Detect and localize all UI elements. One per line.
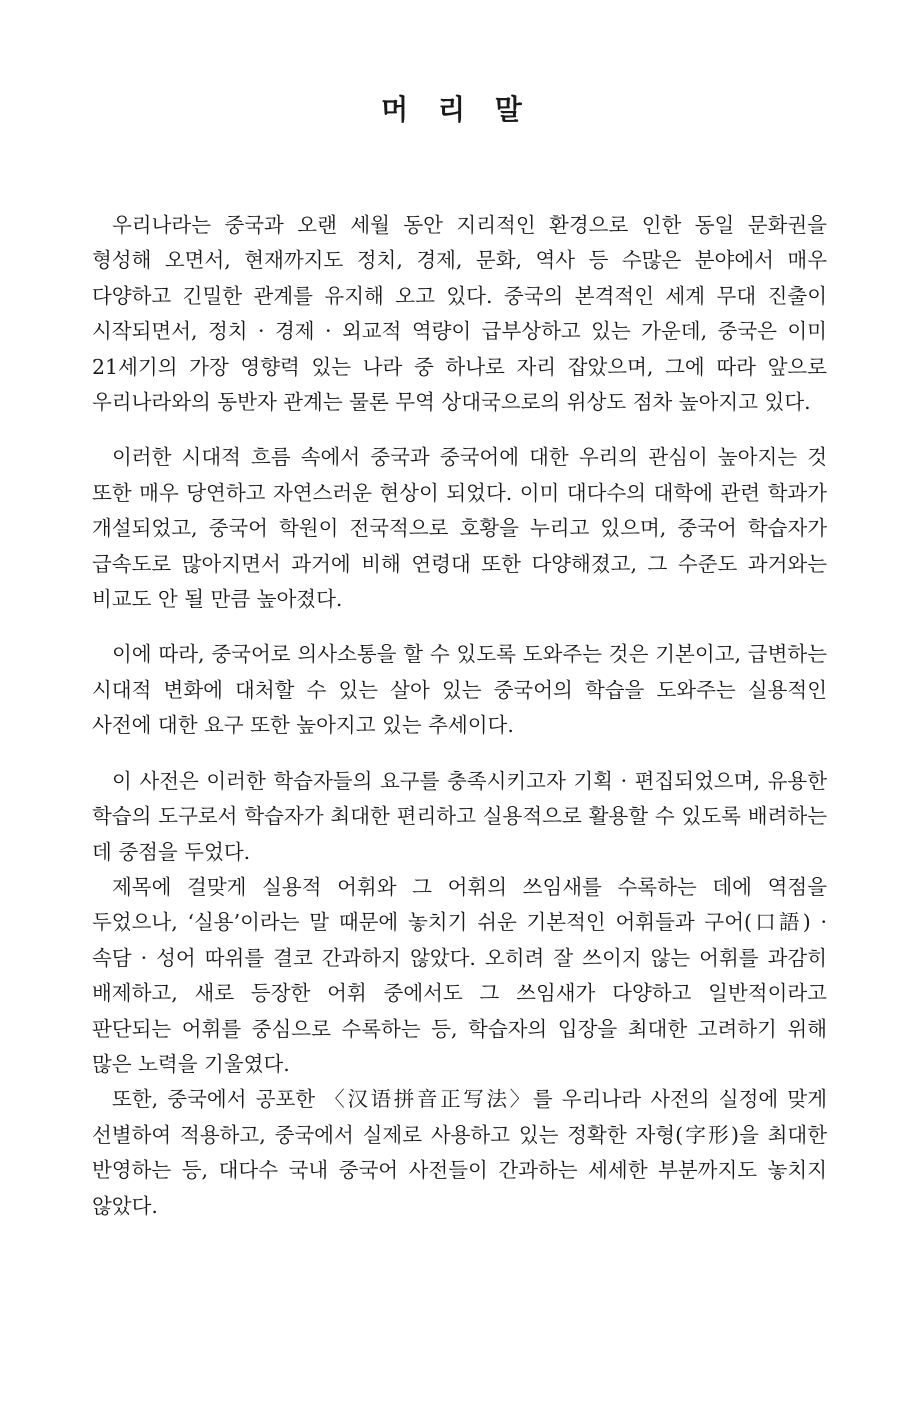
paragraph: 제목에 걸맞게 실용적 어휘와 그 어휘의 쓰임새를 수록하는 데에 역점을 두었으나, ‘실용’이라는 말 때문에 놓치기 쉬운 기본적인 어휘들과 구어(口語) · 속담 · 성어 따위를 결코 간과하지 않았다. 오히려 잘 쓰이지 않는 어휘를 과감히 배제하고, 새로 등장한 어휘 중에서도 그 쓰임새가 다양하고 일반적이라고 판단되는 어휘를 중심으로 수록하는 등, 학습자의 입장을 최대한 고려하기 위해 많은 노력을 기울였다. <box>92 874 827 1076</box>
paragraph: 우리나라는 중국과 오랜 세월 동안 지리적인 환경으로 인한 동일 문화권을 형성해 오면서, 현재까지도 정치, 경제, 문화, 역사 등 수많은 분야에서 매우 다양하고 긴밀한 관계를 유지해 오고 있다. 중국의 본격적인 세계 무대 진출이 시작되면서, 정치 · 경제 · 외교적 역량이 급부상하고 있는 가운데, 중국은 이미 21세기의 가장 영향력 있는 나라 중 하나로 자리 잡았으며, 그에 따라 앞으로 우리나라와의 동반자 관계는 물론 무역 상대국으로의 위상도 점차 높아지고 있다. <box>92 213 827 415</box>
paragraph: 또한, 중국에서 공포한 〈汉语拼音正写法〉를 우리나라 사전의 실정에 맞게 선별하여 적용하고, 중국에서 실제로 사용하고 있는 정확한 자형(字形)을 최대한 반영하는 등, 대다수 국내 중국어 사전들이 간과하는 세세한 부분까지도 놓치지 않았다. <box>92 1087 827 1218</box>
paragraph: 이 사전은 이러한 학습자들의 요구를 충족시키고자 기획 · 편집되었으며, 유용한 학습의 도구로서 학습자가 최대한 편리하고 실용적으로 활용할 수 있도록 배려하는 데 중점을 두었다. <box>92 768 827 864</box>
preface-body <box>92 208 827 1224</box>
page-title: 머 리 말 <box>381 93 532 126</box>
paragraph: 이러한 시대적 흐름 속에서 중국과 중국어에 대한 우리의 관심이 높아지는 것 또한 매우 당연하고 자연스러운 현상이 되었다. 이미 대다수의 대학에 관련 학과가 개설되었고, 중국어 학원이 전국적으로 호황을 누리고 있으며, 중국어 학습자가 급속도로 많아지면서 과거에 비해 연령대 또한 다양해졌고, 그 수준도 과거와는 비교도 안 될 만큼 높아졌다. <box>92 445 827 612</box>
paragraph: 이에 따라, 중국어로 의사소통을 할 수 있도록 도와주는 것은 기본이고, 급변하는 시대적 변화에 대처할 수 있는 살아 있는 중국어의 학습을 도와주는 실용적인 사전에 대한 요구 또한 높아지고 있는 추세이다. <box>92 642 827 738</box>
